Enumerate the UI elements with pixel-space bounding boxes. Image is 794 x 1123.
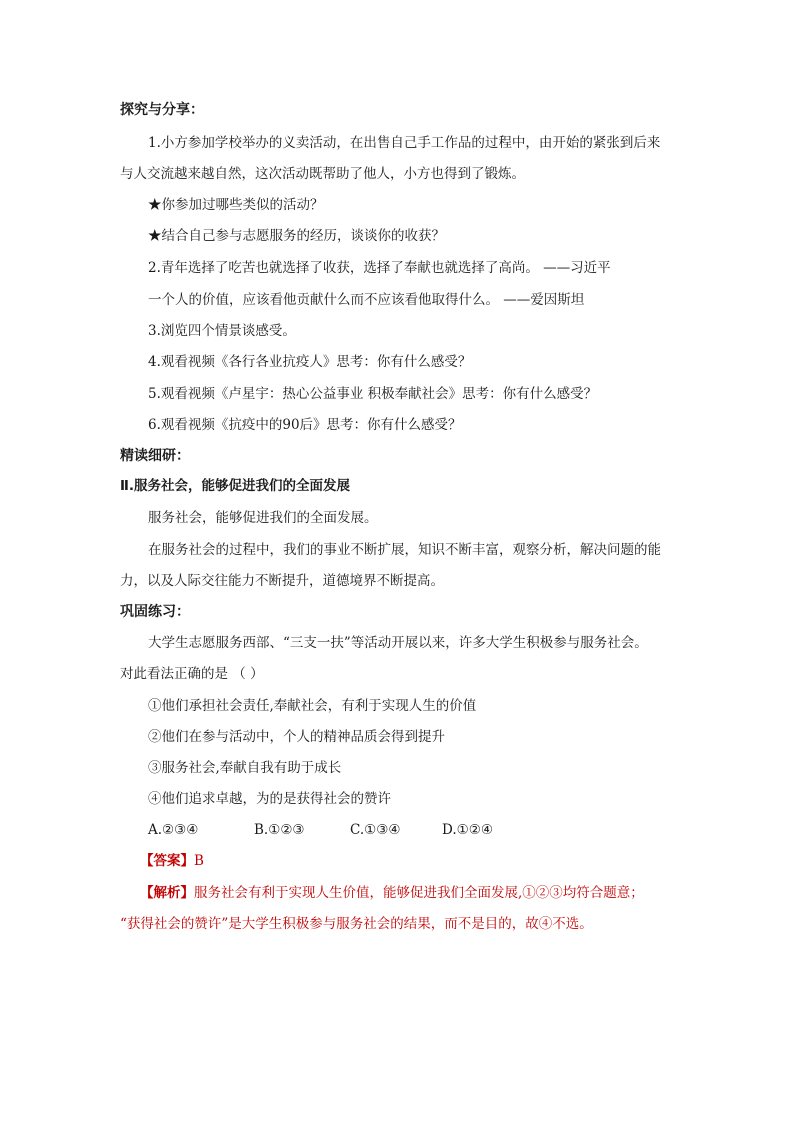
explore-item2-line1: 2.青年选择了吃苦也就选择了收获，选择了奉献也就选择了高尚。 ——习近平 <box>148 260 611 276</box>
reading-heading: 精读细研： <box>120 448 190 464</box>
statement-3: ③服务社会,奉献自我有助于成长 <box>148 760 342 776</box>
analysis-line1 <box>140 884 644 902</box>
option-d: D.①②④ <box>442 822 493 838</box>
question-line1: 大学生志愿服务西部、“三支一扶”等活动开展以来，许多大学生积极参与服务社会。 <box>148 635 648 651</box>
option-a: A.②③④ <box>148 822 199 838</box>
statement-1: ①他们承担社会责任,奉献社会，有利于实现人生的价值 <box>148 698 477 714</box>
options-row <box>148 821 522 839</box>
explore-star1: ★你参加过哪些类似的活动？ <box>148 197 324 213</box>
explore-item3: 3.浏览四个情景谈感受。 <box>148 323 296 339</box>
answer-line <box>140 852 204 870</box>
statement-2: ②他们在参与活动中，个人的精神品质会得到提升 <box>148 729 445 745</box>
explore-star2: ★结合自己参与志愿服务的经历，谈谈你的收获？ <box>148 228 445 244</box>
analysis-text-1: 服务社会有利于实现人生价值，能够促进我们全面发展,①②③均符合题意； <box>194 885 644 901</box>
analysis-label: 【解析】 <box>140 885 194 901</box>
explore-item4: 4.观看视频《各行各业抗疫人》思考：你有什么感受？ <box>148 354 472 370</box>
explore-item6: 6.观看视频《抗疫中的90后》思考：你有什么感受？ <box>148 417 462 433</box>
reading-para1: 服务社会，能够促进我们的全面发展。 <box>148 510 378 526</box>
explore-item5: 5.观看视频《卢星宇：热心公益事业 积极奉献社会》思考：你有什么感受？ <box>148 386 598 402</box>
question-line2: 对此看法正确的是 （ ） <box>120 666 264 682</box>
explore-item2-line2: 一个人的价值，应该看他贡献什么而不应该看他取得什么。 ——爱因斯坦 <box>148 292 585 308</box>
answer-label: 【答案】 <box>140 853 194 869</box>
explore-item1-line2: 与人交流越来越自然，这次活动既帮助了他人，小方也得到了锻炼。 <box>120 166 525 182</box>
option-b: B.①②③ <box>254 822 305 838</box>
explore-heading: 探究与分享： <box>120 102 204 118</box>
analysis-line2: “获得社会的赞许”是大学生积极参与服务社会的结果，而不是目的，故④不选。 <box>120 916 593 932</box>
statement-4: ④他们追求卓越，为的是获得社会的赞许 <box>148 791 391 807</box>
reading-para2-line2: 力，以及人际交往能力不断提升，道德境界不断提高。 <box>120 573 444 589</box>
explore-item1-line1: 1.小方参加学校举办的义卖活动，在出售自己手工作品的过程中，由开始的紧张到后来 <box>148 135 661 151</box>
practice-heading: 巩固练习： <box>120 604 190 620</box>
answer-value: B <box>194 853 204 869</box>
option-c: C.①③④ <box>350 822 401 838</box>
reading-para2-line1: 在服务社会的过程中，我们的事业不断扩展，知识不断丰富，观察分析，解决问题的能 <box>148 542 661 558</box>
reading-subheading: Ⅱ.服务社会，能够促进我们的全面发展 <box>120 478 351 494</box>
